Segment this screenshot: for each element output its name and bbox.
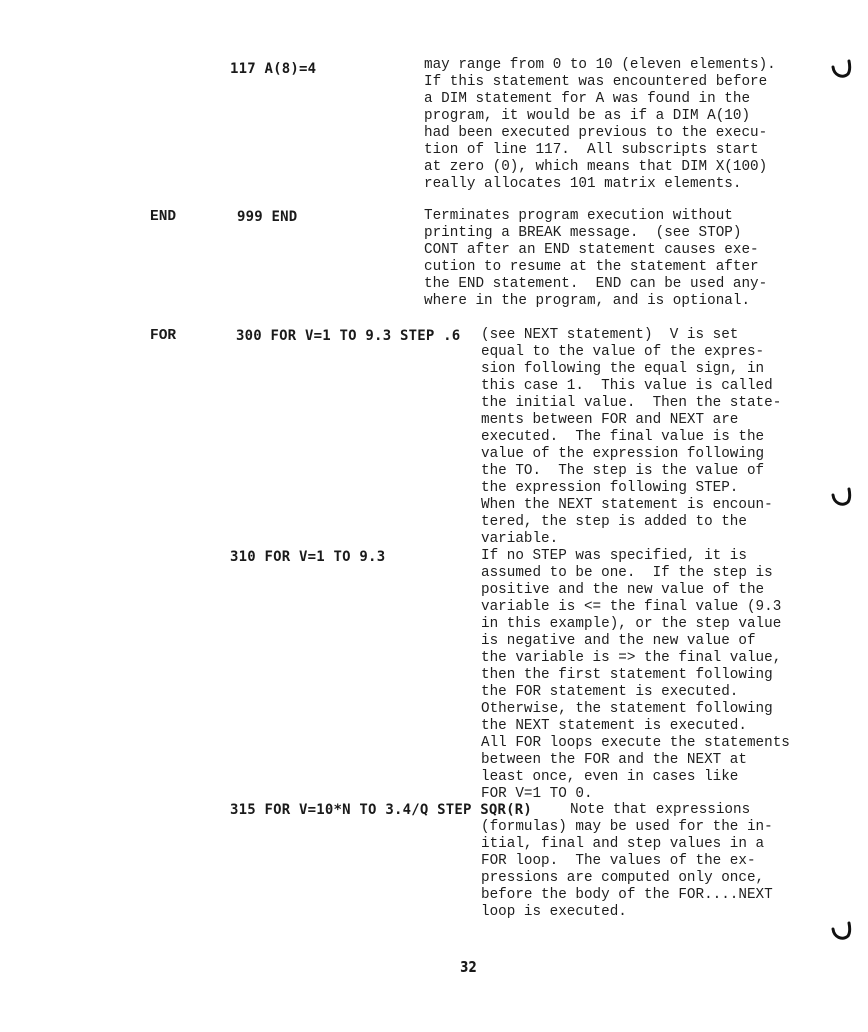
desc-line: this case 1. This value is called xyxy=(481,378,773,394)
desc-line: (see NEXT statement) V is set xyxy=(481,327,739,343)
desc-line: then the first statement following xyxy=(481,667,773,683)
desc-line: printing a BREAK message. (see STOP) xyxy=(424,225,742,241)
desc-line: Note that expressions xyxy=(570,802,751,818)
desc-line: variable. xyxy=(481,531,559,547)
desc-line: before the body of the FOR....NEXT xyxy=(481,887,773,903)
binder-hole-mark-icon xyxy=(830,486,852,508)
desc-line: CONT after an END statement causes exe- xyxy=(424,242,759,258)
desc-line: may range from 0 to 10 (eleven elements). xyxy=(424,57,776,73)
desc-line: equal to the value of the expres- xyxy=(481,344,765,360)
desc-line: the NEXT statement is executed. xyxy=(481,718,747,734)
code-example-300: 300 FOR V=1 TO 9.3 STEP .6 xyxy=(236,328,461,344)
desc-line: When the NEXT statement is encoun- xyxy=(481,497,773,513)
desc-line: loop is executed. xyxy=(481,904,627,920)
desc-line: FOR loop. The values of the ex- xyxy=(481,853,756,869)
binder-hole-mark-icon xyxy=(830,920,852,942)
desc-line: Terminates program execution without xyxy=(424,208,733,224)
desc-line: the expression following STEP. xyxy=(481,480,739,496)
desc-line: where in the program, and is optional. xyxy=(424,293,751,309)
desc-line: value of the expression following xyxy=(481,446,765,462)
desc-line: the END statement. END can be used any- xyxy=(424,276,768,292)
desc-line: in this example), or the step value xyxy=(481,616,782,632)
dim-description xyxy=(424,57,776,193)
desc-line: executed. The final value is the xyxy=(481,429,765,445)
desc-line: the FOR statement is executed. xyxy=(481,684,739,700)
desc-line: tion of line 117. All subscripts start xyxy=(424,142,759,158)
desc-line: tered, the step is added to the xyxy=(481,514,747,530)
desc-line: variable is <= the final value (9.3 xyxy=(481,599,782,615)
desc-line: sion following the equal sign, in xyxy=(481,361,765,377)
code-example-117: 117 A(8)=4 xyxy=(230,61,317,77)
for-note-first-line xyxy=(570,802,750,819)
code-example-999: 999 END xyxy=(237,209,298,225)
desc-line: really allocates 101 matrix elements. xyxy=(424,176,742,192)
statement-name-end: END xyxy=(150,209,177,225)
statement-name-for: FOR xyxy=(150,328,177,344)
for-description-1 xyxy=(481,327,790,803)
desc-line: cution to resume at the statement after xyxy=(424,259,759,275)
desc-line: ments between FOR and NEXT are xyxy=(481,412,739,428)
binder-hole-mark-icon xyxy=(830,58,852,80)
desc-line: FOR V=1 TO 0. xyxy=(481,786,593,802)
for-description-3 xyxy=(481,819,773,921)
desc-line: pressions are computed only once, xyxy=(481,870,765,886)
desc-line: is negative and the new value of xyxy=(481,633,756,649)
desc-line: itial, final and step values in a xyxy=(481,836,765,852)
desc-line: If this statement was encountered before xyxy=(424,74,768,90)
desc-line: the initial value. Then the state- xyxy=(481,395,782,411)
desc-line: All FOR loops execute the statements xyxy=(481,735,790,751)
desc-line: program, it would be as if a DIM A(10) xyxy=(424,108,751,124)
code-example-315: 315 FOR V=10*N TO 3.4/Q STEP SQR(R) xyxy=(230,802,533,818)
desc-line: at zero (0), which means that DIM X(100) xyxy=(424,159,768,175)
desc-line: the variable is => the final value, xyxy=(481,650,782,666)
page-number: 32 xyxy=(460,958,477,976)
desc-line: assumed to be one. If the step is xyxy=(481,565,773,581)
desc-line: the TO. The step is the value of xyxy=(481,463,765,479)
desc-line: If no STEP was specified, it is xyxy=(481,548,747,564)
code-example-310: 310 FOR V=1 TO 9.3 xyxy=(230,549,386,565)
desc-line: had been executed previous to the execu- xyxy=(424,125,768,141)
desc-line: a DIM statement for A was found in the xyxy=(424,91,751,107)
desc-line: positive and the new value of the xyxy=(481,582,765,598)
desc-line: least once, even in cases like xyxy=(481,769,739,785)
end-description xyxy=(424,208,767,310)
desc-line: Otherwise, the statement following xyxy=(481,701,773,717)
desc-line: between the FOR and the NEXT at xyxy=(481,752,747,768)
desc-line: (formulas) may be used for the in- xyxy=(481,819,773,835)
